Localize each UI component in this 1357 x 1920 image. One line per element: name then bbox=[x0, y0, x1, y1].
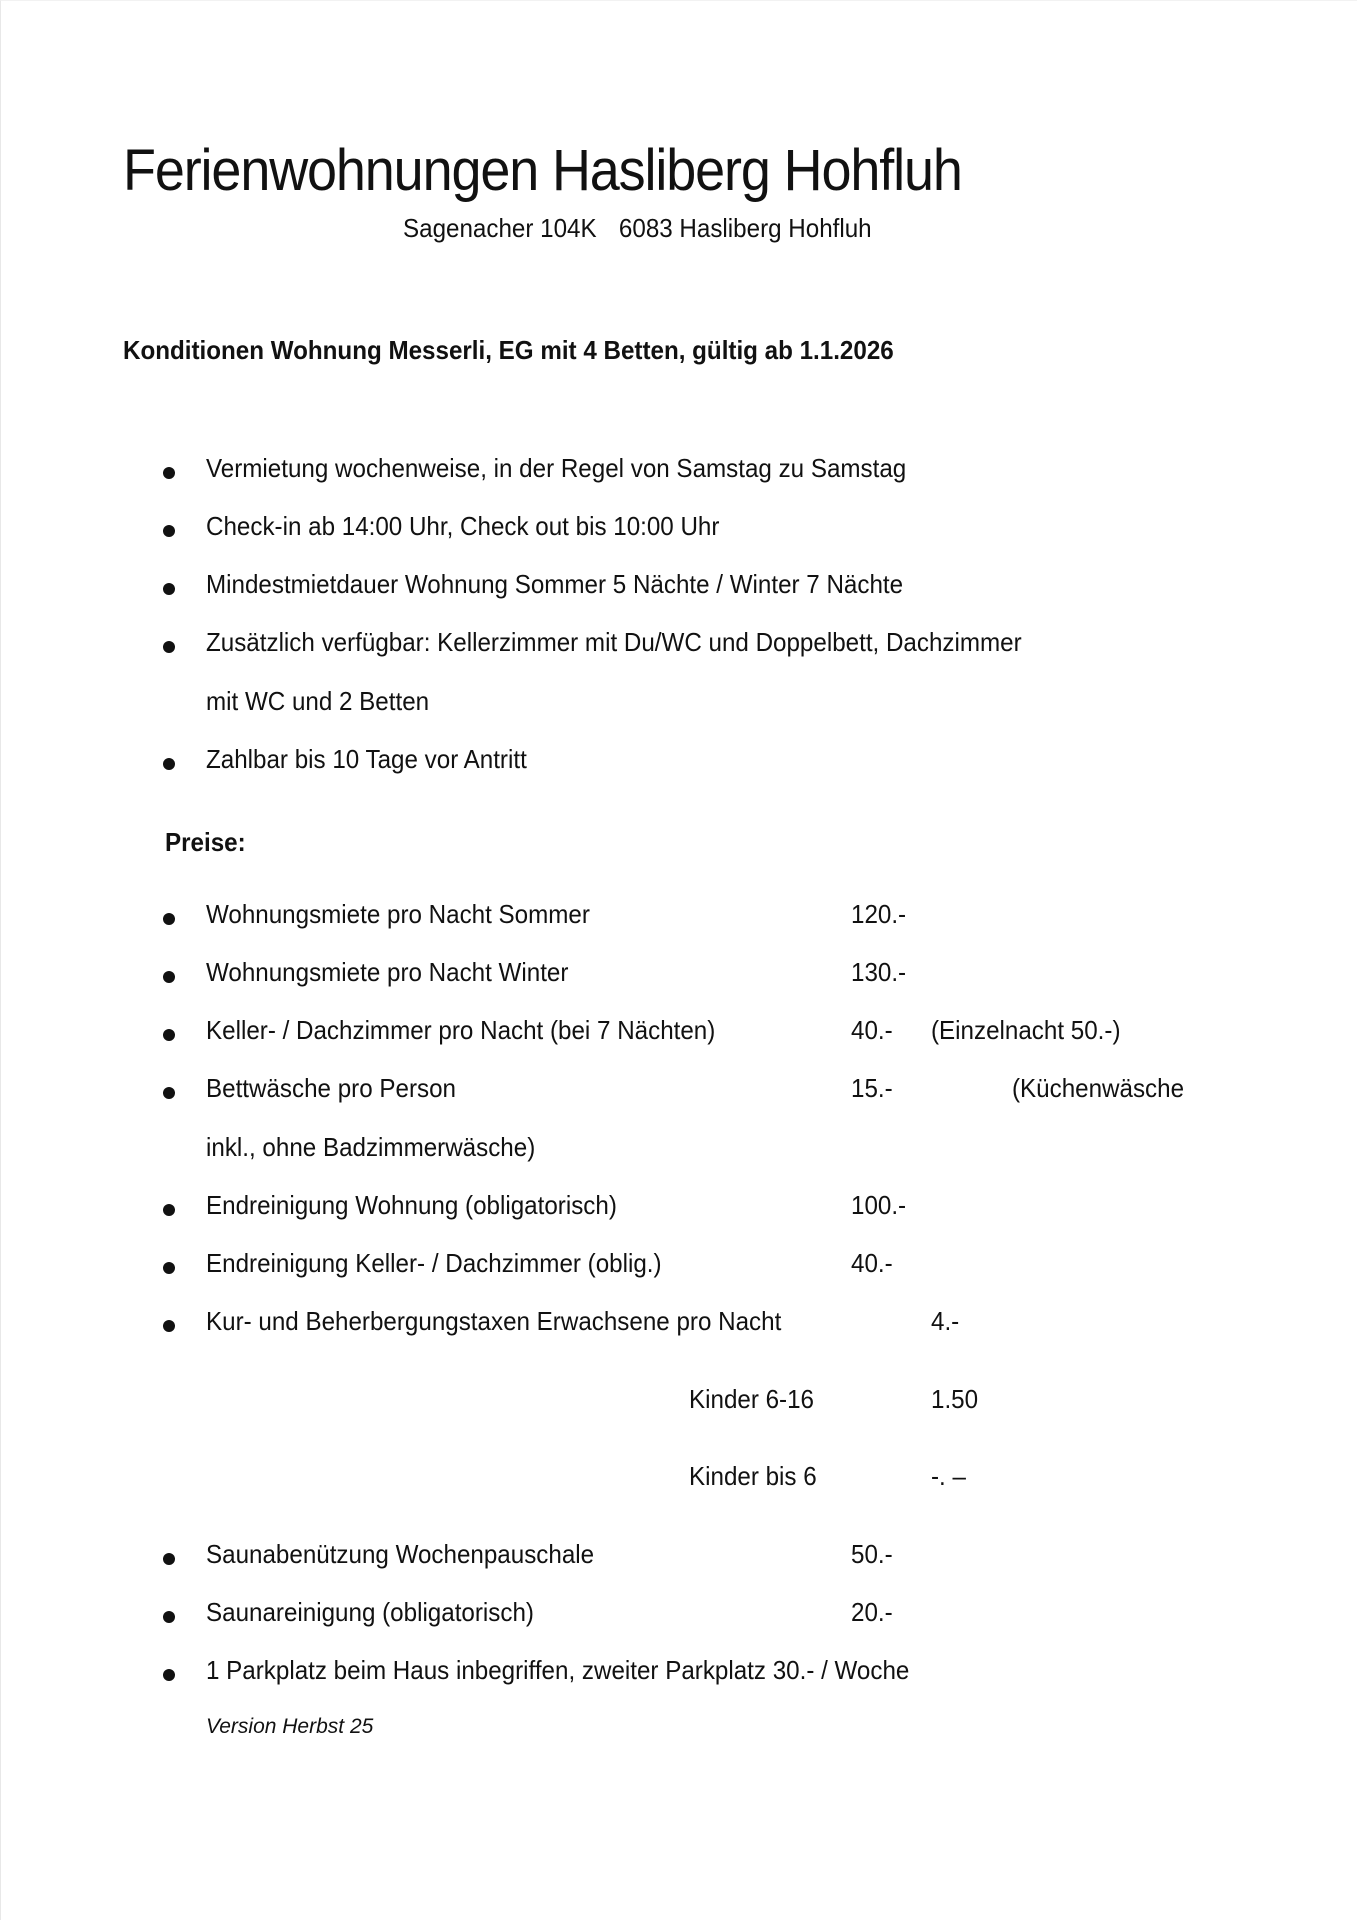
price-amount: 20.- bbox=[851, 1597, 893, 1627]
price-label: Endreinigung Wohnung (obligatorisch) bbox=[206, 1190, 617, 1220]
price-amount: 120.- bbox=[851, 899, 907, 929]
bullet-icon bbox=[163, 1320, 175, 1332]
address-line bbox=[403, 213, 872, 244]
address-street: Sagenacher 104K bbox=[403, 213, 597, 243]
condition-item: Check-in ab 14:00 Uhr, Check out bis 10:00 Uhr bbox=[206, 511, 720, 541]
bullet-icon bbox=[163, 583, 175, 595]
price-amount: 50.- bbox=[851, 1539, 893, 1569]
price-amount: 130.- bbox=[851, 957, 907, 987]
price-amount: 1.50 bbox=[931, 1384, 979, 1414]
price-label: Keller- / Dachzimmer pro Nacht (bei 7 Nächten) bbox=[206, 1015, 716, 1045]
version-note: Version Herbst 25 bbox=[206, 1715, 374, 1738]
bullet-icon bbox=[163, 971, 175, 983]
price-label: Kinder 6-16 bbox=[689, 1384, 815, 1414]
price-label: Saunabenützung Wochenpauschale bbox=[206, 1539, 595, 1569]
price-label: Bettwäsche pro Person bbox=[206, 1073, 456, 1103]
condition-item: Mindestmietdauer Wohnung Sommer 5 Nächte / Winter 7 Nächte bbox=[206, 569, 904, 599]
price-note-continuation: inkl., ohne Badzimmerwäsche) bbox=[206, 1132, 536, 1162]
bullet-icon bbox=[163, 1553, 175, 1565]
price-amount: 15.- bbox=[851, 1073, 893, 1103]
bullet-icon bbox=[163, 1611, 175, 1623]
price-label: 1 Parkplatz beim Haus inbegriffen, zweiter Parkplatz 30.- / Woche bbox=[206, 1655, 910, 1685]
price-label: Kinder bis 6 bbox=[689, 1461, 817, 1491]
condition-item: Zusätzlich verfügbar: Kellerzimmer mit Du/WC und Doppelbett, Dachzimmer bbox=[206, 627, 1022, 657]
price-amount: 40.- bbox=[851, 1248, 893, 1278]
price-label: Wohnungsmiete pro Nacht Sommer bbox=[206, 899, 590, 929]
price-label: Endreinigung Keller- / Dachzimmer (oblig.) bbox=[206, 1248, 662, 1278]
price-amount: 4.- bbox=[931, 1306, 960, 1336]
document-title: Ferienwohnungen Hasliberg Hohfluh bbox=[123, 138, 962, 203]
price-note: (Küchenwäsche bbox=[1012, 1073, 1185, 1103]
price-label: Kur- und Beherbergungstaxen Erwachsene pro Nacht bbox=[206, 1306, 782, 1336]
bullet-icon bbox=[163, 913, 175, 925]
address-city: 6083 Hasliberg Hohfluh bbox=[618, 213, 872, 243]
bullet-icon bbox=[163, 1669, 175, 1681]
price-amount: 40.- bbox=[851, 1015, 893, 1045]
condition-item-continuation: mit WC und 2 Betten bbox=[206, 686, 430, 716]
bullet-icon bbox=[163, 758, 175, 770]
bullet-icon bbox=[163, 1029, 175, 1041]
bullet-icon bbox=[163, 641, 175, 653]
price-amount: 100.- bbox=[851, 1190, 907, 1220]
conditions-heading: Konditionen Wohnung Messerli, EG mit 4 Betten, gültig ab 1.1.2026 bbox=[123, 335, 894, 365]
bullet-icon bbox=[163, 525, 175, 537]
price-label: Wohnungsmiete pro Nacht Winter bbox=[206, 957, 569, 987]
prices-heading: Preise: bbox=[165, 827, 246, 857]
bullet-icon bbox=[163, 1087, 175, 1099]
document-page bbox=[1, 1, 1357, 1920]
price-amount: -. – bbox=[931, 1461, 966, 1491]
price-note: (Einzelnacht 50.-) bbox=[931, 1015, 1121, 1045]
bullet-icon bbox=[163, 467, 175, 479]
bullet-icon bbox=[163, 1262, 175, 1274]
condition-item: Vermietung wochenweise, in der Regel von Samstag zu Samstag bbox=[206, 453, 907, 483]
bullet-icon bbox=[163, 1204, 175, 1216]
condition-item: Zahlbar bis 10 Tage vor Antritt bbox=[206, 744, 527, 774]
price-label: Saunareinigung (obligatorisch) bbox=[206, 1597, 534, 1627]
